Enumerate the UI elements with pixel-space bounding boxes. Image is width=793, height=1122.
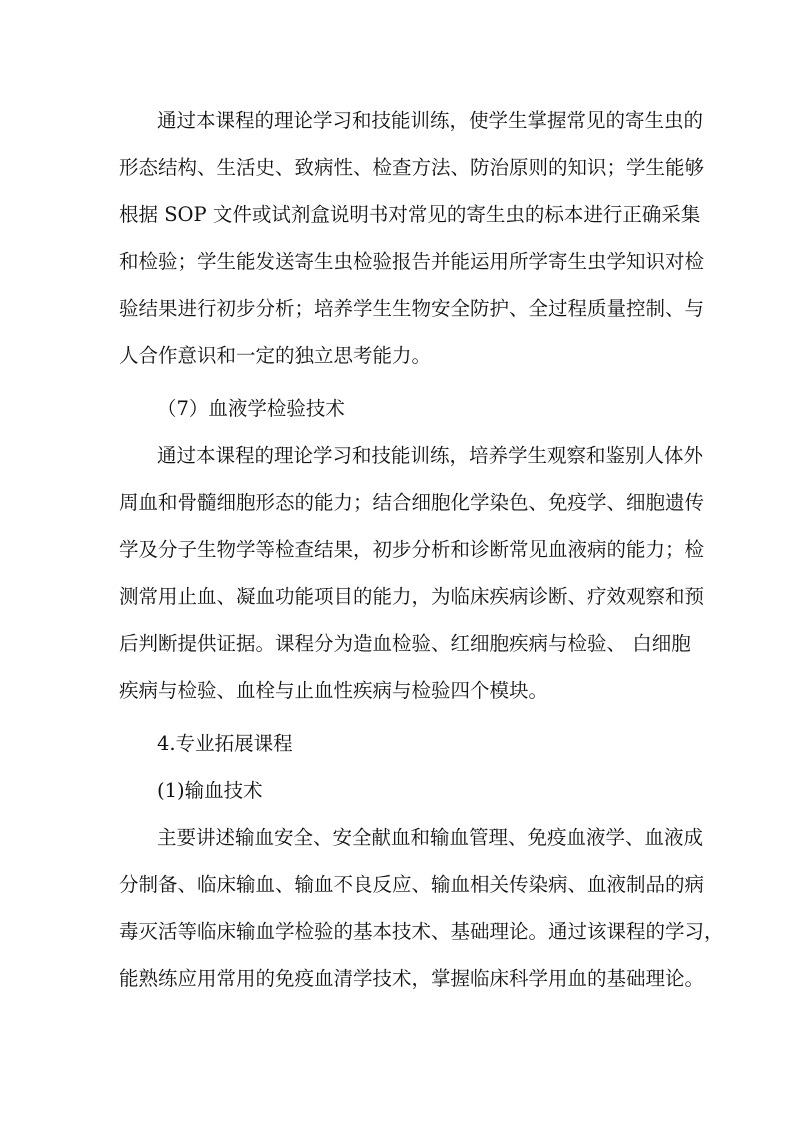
paragraph-line: 毒灭活等临床输血学检验的基本技术、基础理论。通过该课程的学习，	[119, 920, 724, 943]
paragraph-line: 周血和骨髓细胞形态的能力；结合细胞化学染色、免疫学、细胞遗传	[119, 491, 705, 514]
paragraph-line: 主要讲述输血安全、安全献血和输血管理、免疫血液学、血液成	[157, 826, 704, 849]
section-heading-extension: 4.专业拓展课程	[157, 732, 293, 755]
paragraph-line: 疾病与检验、血栓与止血性疾病与检验四个模块。	[119, 679, 549, 702]
paragraph-line: 学及分子生物学等检查结果，初步分析和诊断常见血液病的能力；检	[119, 538, 705, 561]
paragraph-line: 形态结构、生活史、致病性、检查方法、防治原则的知识；学生能够	[119, 156, 705, 179]
section-heading-transfusion: (1)输血技术	[157, 779, 263, 802]
paragraph-line: 通过本课程的理论学习和技能训练，培养学生观察和鉴别人体外	[157, 444, 704, 467]
paragraph-line: 人合作意识和一定的独立思考能力。	[119, 344, 432, 367]
paragraph-line: 和检验；学生能发送寄生虫检验报告并能运用所学寄生虫学知识对检	[119, 250, 705, 273]
paragraph-line: 通过本课程的理论学习和技能训练，使学生掌握常见的寄生虫的	[157, 109, 704, 132]
paragraph-line: 后判断提供证据。课程分为造血检验、红细胞疾病与检验、 白细胞	[119, 632, 691, 655]
paragraph-line: 验结果进行初步分析；培养学生生物安全防护、全过程质量控制、与	[119, 297, 705, 320]
paragraph-line: 分制备、临床输血、输血不良反应、输血相关传染病、血液制品的病	[119, 873, 705, 896]
paragraph-line: 根据 SOP 文件或试剂盒说明书对常见的寄生虫的标本进行正确采集	[119, 203, 701, 226]
paragraph-line: 能熟练应用常用的免疫血清学技术，掌握临床科学用血的基础理论。	[119, 967, 705, 990]
section-heading-hematology: （7）血液学检验技术	[157, 397, 345, 420]
paragraph-line: 测常用止血、凝血功能项目的能力，为临床疾病诊断、疗效观察和预	[119, 585, 705, 608]
